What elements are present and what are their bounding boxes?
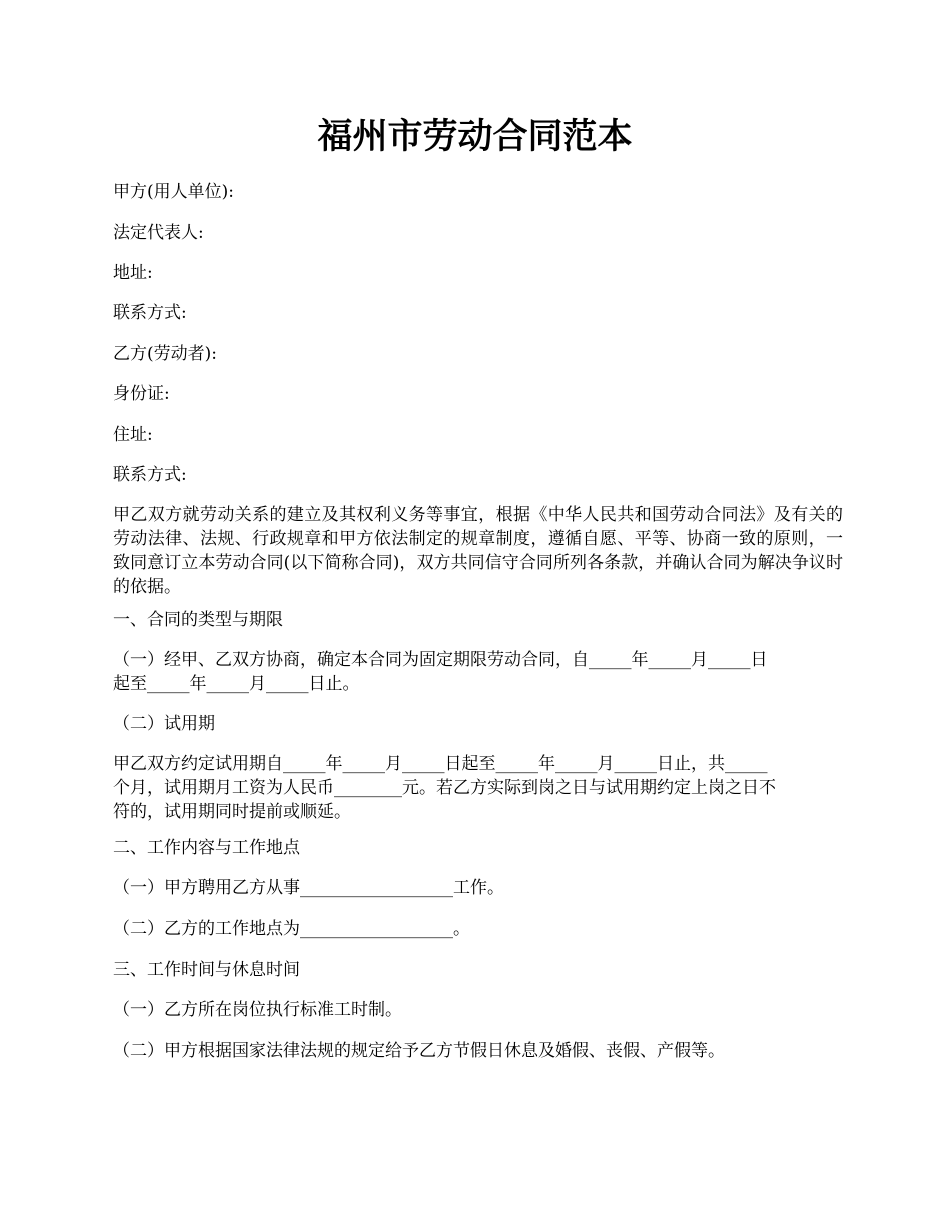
document-title: 福州市劳动合同范本: [317, 116, 633, 157]
section1-item1-line2: 起至_____年_____月_____日止。: [113, 674, 360, 694]
party-b-contact: 联系方式:: [113, 465, 187, 485]
preamble-paragraph: 甲乙双方就劳动关系的建立及其权利义务等事宜，根据《中华人民共和国劳动合同法》及有关的劳动法律、法规、行政规章和甲方依法制定的规章制度，遵循自愿、平等、协商一致的原则，一致同意订立本劳动合同(以下简称合同)，双方共同信守合同所列各条款，并确认合同为解决争议时的依据。: [113, 505, 843, 597]
section3-heading: 三、工作时间与休息时间: [113, 960, 300, 980]
section1-item2-line1: 甲乙双方约定试用期自_____年_____月_____日起至_____年_____月_____日止，共_____: [113, 754, 768, 774]
party-a-address: 地址:: [113, 263, 153, 283]
section2-heading: 二、工作内容与工作地点: [113, 838, 300, 858]
party-a-contact: 联系方式:: [113, 303, 187, 323]
section3-item1: （一）乙方所在岗位执行标准工时制。: [113, 1000, 402, 1020]
party-a-employer: 甲方(用人单位):: [113, 182, 234, 202]
party-b-id-card: 身份证:: [113, 384, 170, 404]
party-b-employee: 乙方(劳动者):: [113, 344, 217, 364]
section2-item1: （一）甲方聘用乙方从事__________________工作。: [113, 878, 504, 898]
section1-item2-heading: （二）试用期: [113, 714, 215, 734]
party-b-residence: 住址:: [113, 425, 153, 445]
section1-item2-line2: 个月，试用期月工资为人民币________元。若乙方实际到岗之日与试用期约定上岗之日不: [113, 778, 776, 798]
section1-item2-line3: 符的，试用期同时提前或顺延。: [113, 802, 351, 822]
section1-item1-line1: （一）经甲、乙双方协商，确定本合同为固定期限劳动合同，自_____年_____月_____日: [113, 650, 768, 670]
section1-heading: 一、合同的类型与期限: [113, 610, 283, 630]
section2-item2: （二）乙方的工作地点为__________________。: [113, 919, 470, 939]
party-a-legal-rep: 法定代表人:: [113, 223, 204, 243]
section3-item2: （二）甲方根据国家法律法规的规定给予乙方节假日休息及婚假、丧假、产假等。: [113, 1041, 725, 1061]
